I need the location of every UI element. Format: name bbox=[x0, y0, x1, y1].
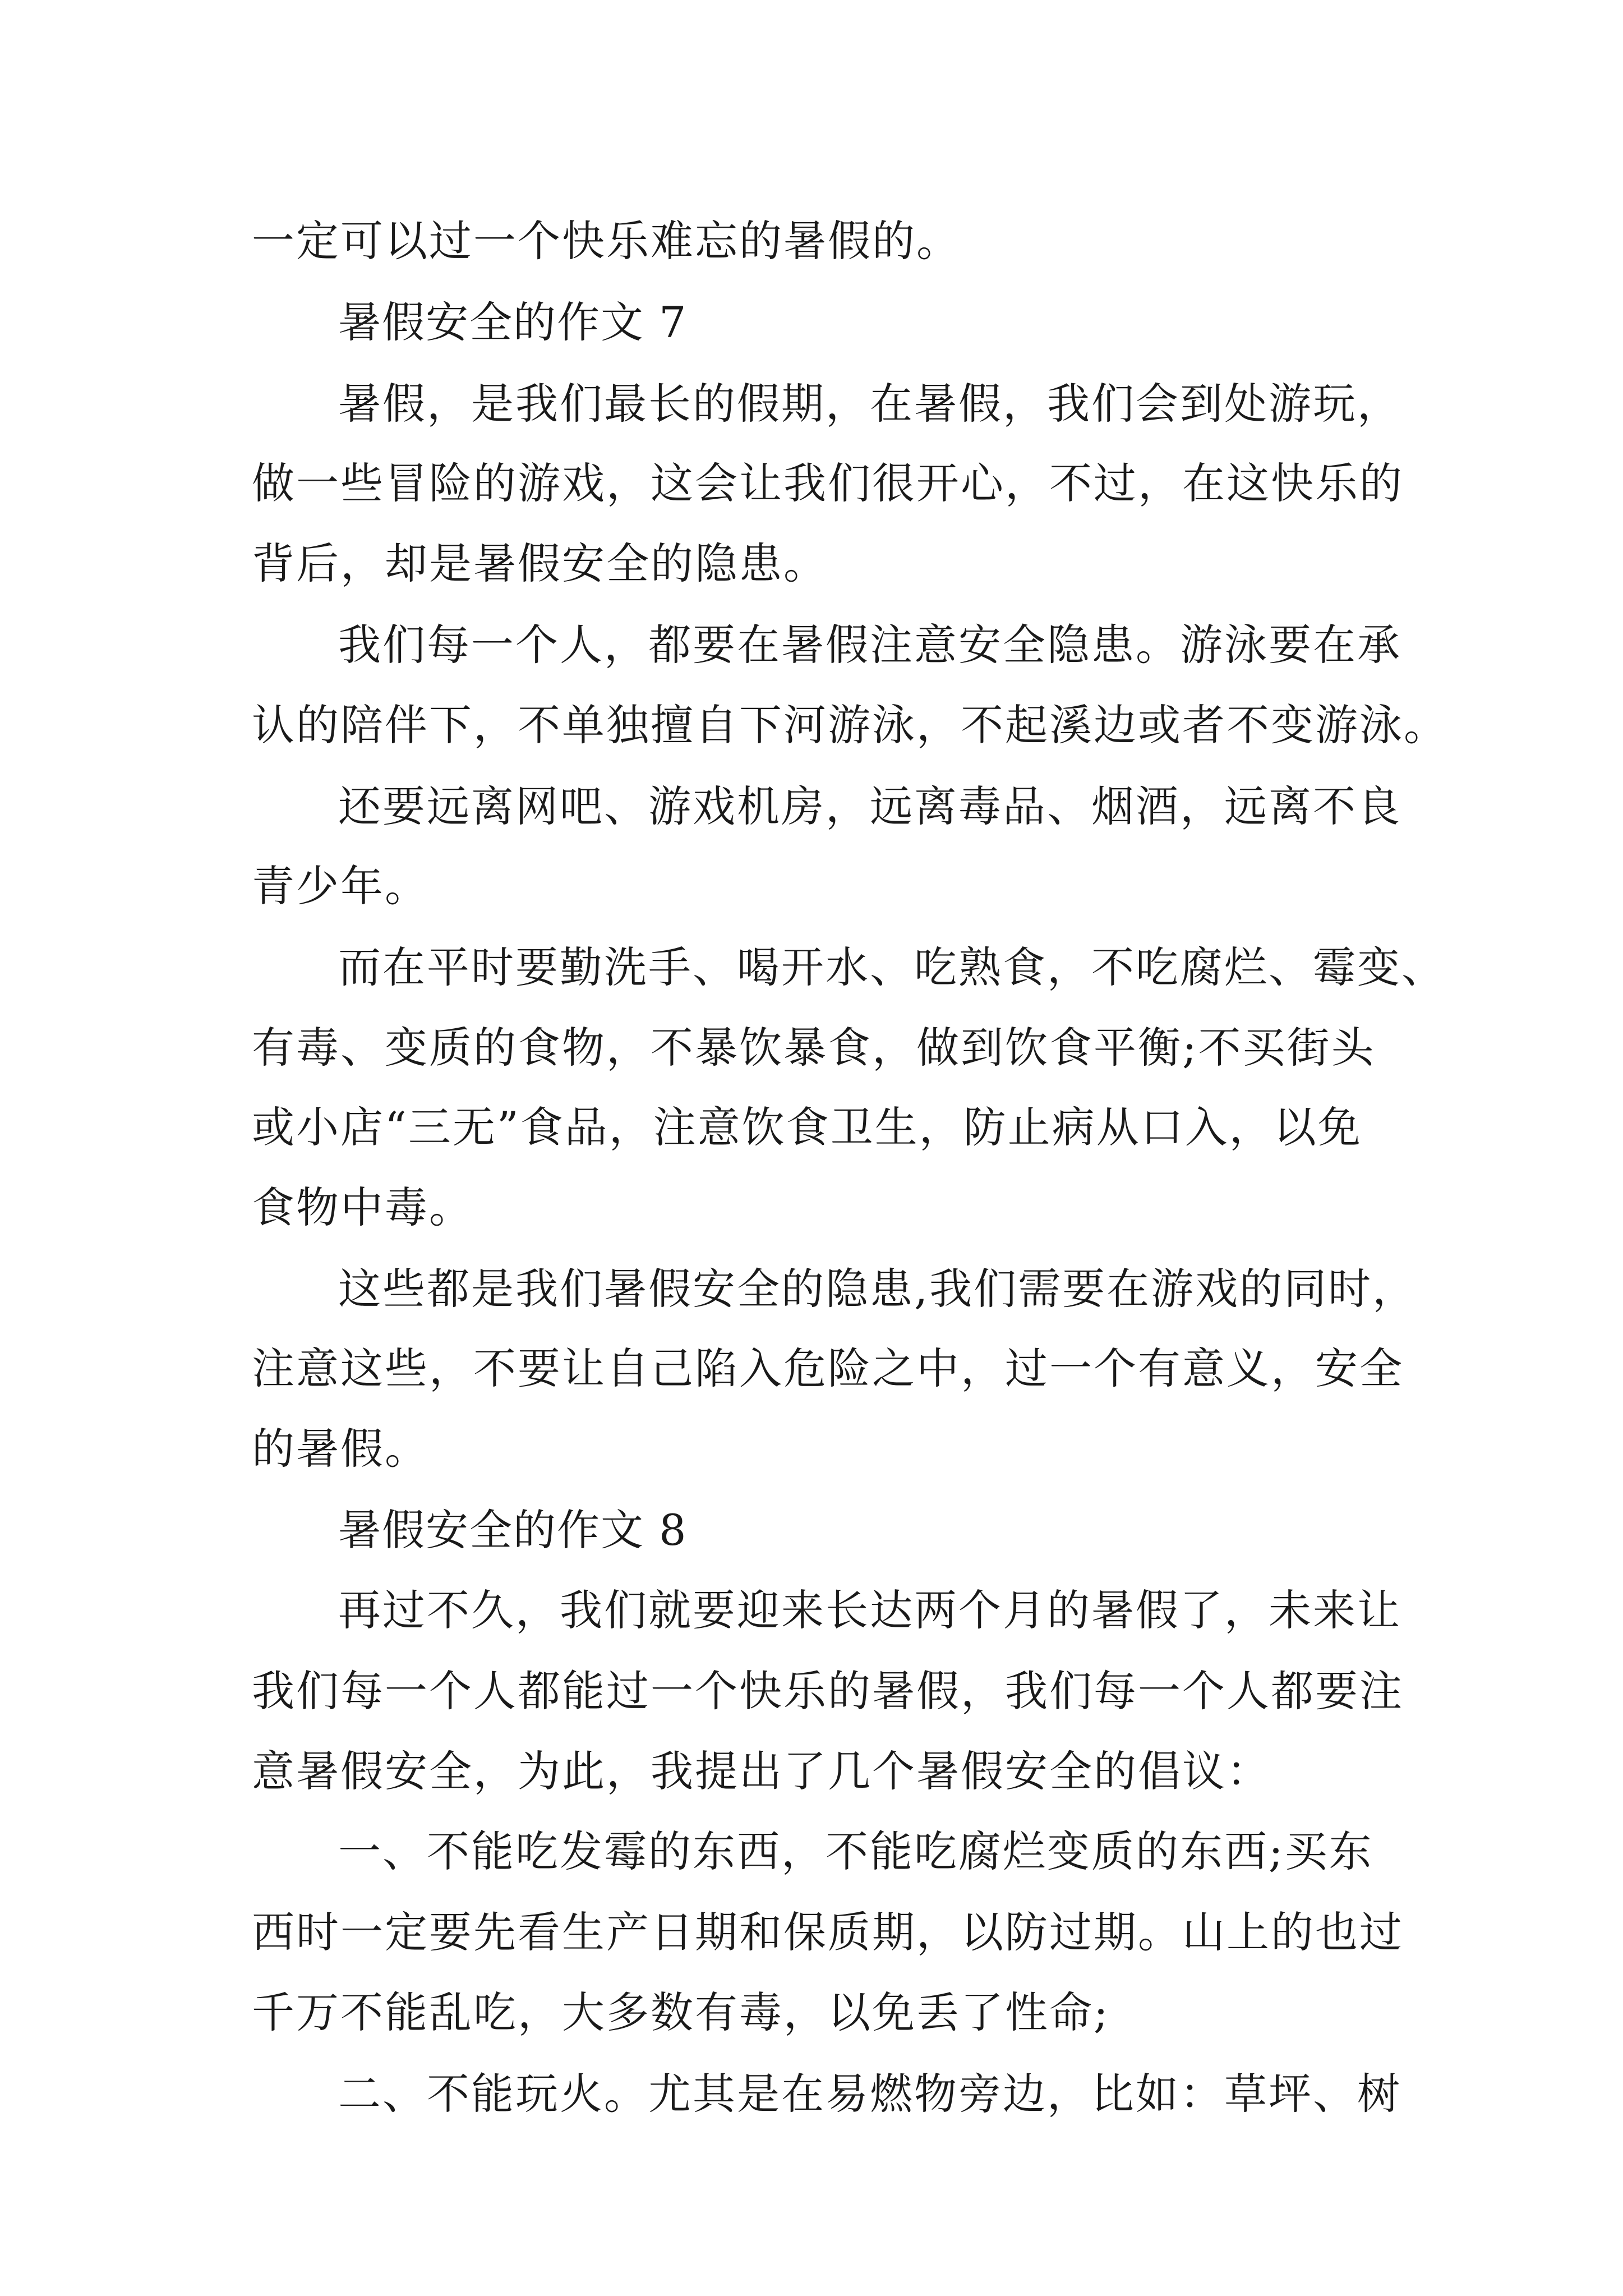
text-line: 食物中毒。 bbox=[252, 1182, 473, 1232]
text-line: 还要远离网吧、游戏机房，远离毒品、烟酒，远离不良 bbox=[338, 781, 1401, 831]
text-line: 青少年。 bbox=[252, 861, 429, 911]
text-line: 注意这些，不要让自己陷入危险之中，过一个有意义，安全 bbox=[252, 1343, 1404, 1393]
section-heading-7: 暑假安全的作文 7 bbox=[338, 297, 688, 347]
text-line: 背后，却是暑假安全的隐患。 bbox=[252, 539, 828, 588]
text-line: 一、不能吃发霉的东西，不能吃腐烂变质的东西;买东 bbox=[338, 1826, 1373, 1876]
text-line: 做一些冒险的游戏，这会让我们很开心，不过，在这快乐的 bbox=[252, 458, 1404, 508]
text-line: 一定可以过一个快乐难忘的暑假的。 bbox=[252, 216, 961, 266]
text-line: 我们每一个人都能过一个快乐的暑假，我们每一个人都要注 bbox=[252, 1666, 1404, 1716]
section-heading-8: 暑假安全的作文 8 bbox=[338, 1505, 688, 1555]
text-line: 暑假，是我们最长的假期，在暑假，我们会到处游玩， bbox=[338, 379, 1401, 429]
text-line: 的暑假。 bbox=[252, 1424, 429, 1474]
text-line: 我们每一个人，都要在暑假注意安全隐患。游泳要在承 bbox=[338, 620, 1401, 670]
text-line: 二、不能玩火。尤其是在易燃物旁边，比如：草坪、树 bbox=[338, 2069, 1401, 2119]
text-line: 或小店“三无”食品，注意饮食卫生，防止病从口入，以免 bbox=[252, 1102, 1362, 1152]
text-line: 这些都是我们暑假安全的隐患,我们需要在游戏的同时， bbox=[338, 1264, 1417, 1314]
text-line: 而在平时要勤洗手、喝开水、吃熟食，不吃腐烂、霉变、 bbox=[338, 942, 1446, 992]
text-line: 西时一定要先看生产日期和保质期，以防过期。山上的也过 bbox=[252, 1907, 1404, 1957]
text-line: 再过不久，我们就要迎来长达两个月的暑假了，未来让 bbox=[338, 1585, 1401, 1635]
text-line: 认的陪伴下，不单独擅自下河游泳，不起溪边或者不变游泳。 bbox=[252, 700, 1448, 750]
text-line: 意暑假安全，为此，我提出了几个暑假安全的倡议： bbox=[252, 1746, 1271, 1796]
text-line: 有毒、变质的食物，不暴饮暴食，做到饮食平衡;不买街头 bbox=[252, 1023, 1376, 1073]
text-line: 千万不能乱吃，大多数有毒，以免丢了性命; bbox=[252, 1987, 1110, 2037]
